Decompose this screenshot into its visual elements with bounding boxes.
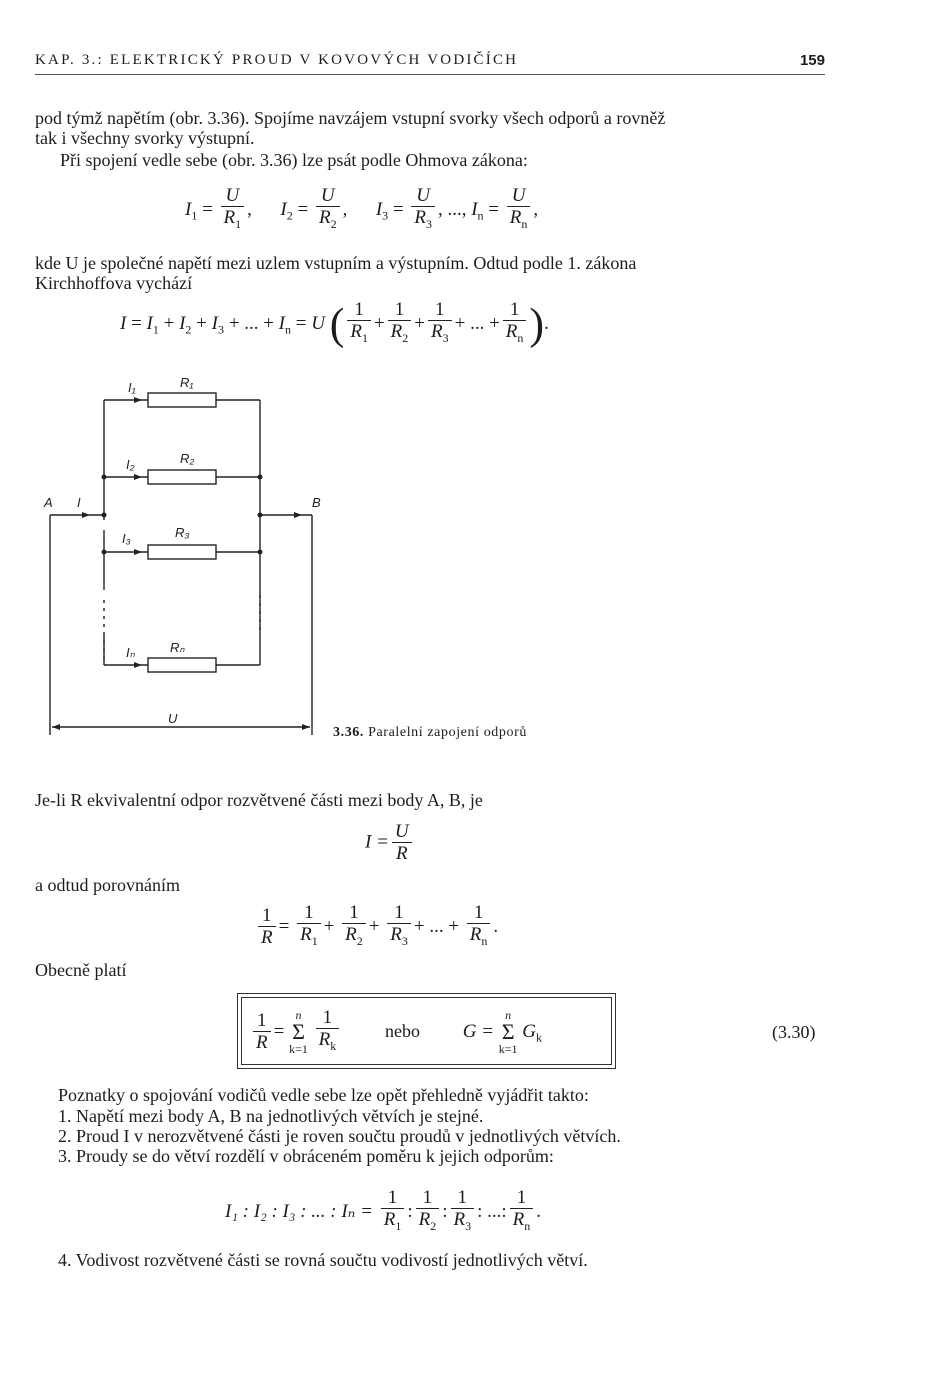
caption-number: 3.36. xyxy=(333,725,364,740)
figure-caption xyxy=(333,725,527,741)
parallel-circuit-diagram xyxy=(30,365,350,750)
label-u: U xyxy=(168,711,178,726)
paragraph-conductance: 4. Vodivost rozvětvené části se rovná součtu vodivostí jednotlivých větví. xyxy=(58,1250,588,1270)
label-i1: I₁ xyxy=(128,380,136,395)
label-i3: I₃ xyxy=(122,531,131,546)
equation-ohm-total: I = $\frac{U}{R}$ xyxy=(365,822,415,864)
paragraph-kirchhoff xyxy=(35,253,835,293)
paragraph-comparison: a odtud porovnáním xyxy=(35,875,180,895)
text-line: Kirchhoffova vychází xyxy=(35,273,193,293)
summary-list xyxy=(58,1106,621,1166)
text-line: pod týmž napětím (obr. 3.36). Spojíme navzájem vstupní svorky všech odporů a rovněž xyxy=(35,108,666,128)
label-r1: R₁ xyxy=(180,375,194,390)
label-i2: I₂ xyxy=(126,457,135,472)
equation-reciprocal-sum: $\frac{1}{R}$ = $\frac{1}{R_1}$ + $\frac{1}{R_2}$ + $\frac{1}{R_3}$ + ... + $\frac{1}{R_n}$ . xyxy=(255,903,498,952)
resistor-rn xyxy=(148,658,216,672)
word-nebo: nebo xyxy=(384,1020,420,1041)
text-line: tak i všechny svorky výstupní. xyxy=(35,128,255,148)
paragraph-summary: Poznatky o spojování vodičů vedle sebe lze opět přehledně vyjádřit takto: xyxy=(58,1085,589,1105)
paragraph-general: Obecně platí xyxy=(35,960,127,980)
list-item: 2. Proud I v nerozvětvené části je roven součtu proudů v jednotlivých větvích. xyxy=(58,1126,621,1146)
text-line: kde U je společné napětí mezi uzlem vstupním a výstupním. Odtud podle 1. zákona xyxy=(35,253,637,273)
equation-number: (3.30) xyxy=(772,1022,816,1042)
label-b: B xyxy=(312,495,321,510)
resistor-r3 xyxy=(148,545,216,559)
equation-current-ratio: I₁ : I₂ : I₃ : ... : Iₙ = $\frac{1}{R_1}$ : $\frac{1}{R_2}$ : $\frac{1}{R_3}$ : ...: $\frac{1}{R_n}$ . xyxy=(225,1188,541,1237)
list-item: 1. Napětí mezi body A, B na jednotlivých větvích je stejné. xyxy=(58,1106,484,1126)
label-rn: Rₙ xyxy=(170,640,185,655)
list-item: 3. Proudy se do větví rozdělí v obráceném poměru k jejich odporům: xyxy=(58,1146,554,1166)
paragraph-equivalent: Je-li R ekvivalentní odpor rozvětvené části mezi body A, B, je xyxy=(35,790,483,810)
resistor-r2 xyxy=(148,470,216,484)
page-number: 159 xyxy=(799,52,825,69)
equation-total-current: $I = I_1 + I_2 + I_3$ + ... + $I_n = U$ ( $\frac{1}{R_1}$ + $\frac{1}{R_2}$ + $\frac{1}{R_3}$ + ... + $\frac{1}{R_n}$ ). xyxy=(120,299,549,349)
running-header xyxy=(35,50,825,75)
paragraph-intro xyxy=(35,108,835,148)
label-r2: R₂ xyxy=(180,451,195,466)
paragraph-ohm: Při spojení vedle sebe (obr. 3.36) lze psát podle Ohmova zákona: xyxy=(60,150,528,170)
label-a: A xyxy=(44,495,53,510)
chapter-title: KAP. 3.: ELEKTRICKÝ PROUD V KOVOVÝCH VODIČÍCH xyxy=(35,52,519,68)
caption-text: Paralelní zapojení odporů xyxy=(368,725,527,740)
label-r3: R₃ xyxy=(175,525,190,540)
label-i: I xyxy=(77,495,81,510)
equation-3-30: $\frac{1}{R}$ = n Σ k=1 $\frac{1}{R_k}$ nebo G = n Σ k=1 $G_k$ xyxy=(250,1008,542,1057)
equation-branch-currents: $I_1$ = $\frac{U}{R_1}$ , $I_2$ = $\frac{U}{R_2}$ , $I_3$ = $\frac{U}{R_3}$ , ..., $I_n$ = $\frac{U}{R_n}$ , xyxy=(185,186,538,235)
label-in: Iₙ xyxy=(126,645,135,660)
resistor-r1 xyxy=(148,393,216,407)
